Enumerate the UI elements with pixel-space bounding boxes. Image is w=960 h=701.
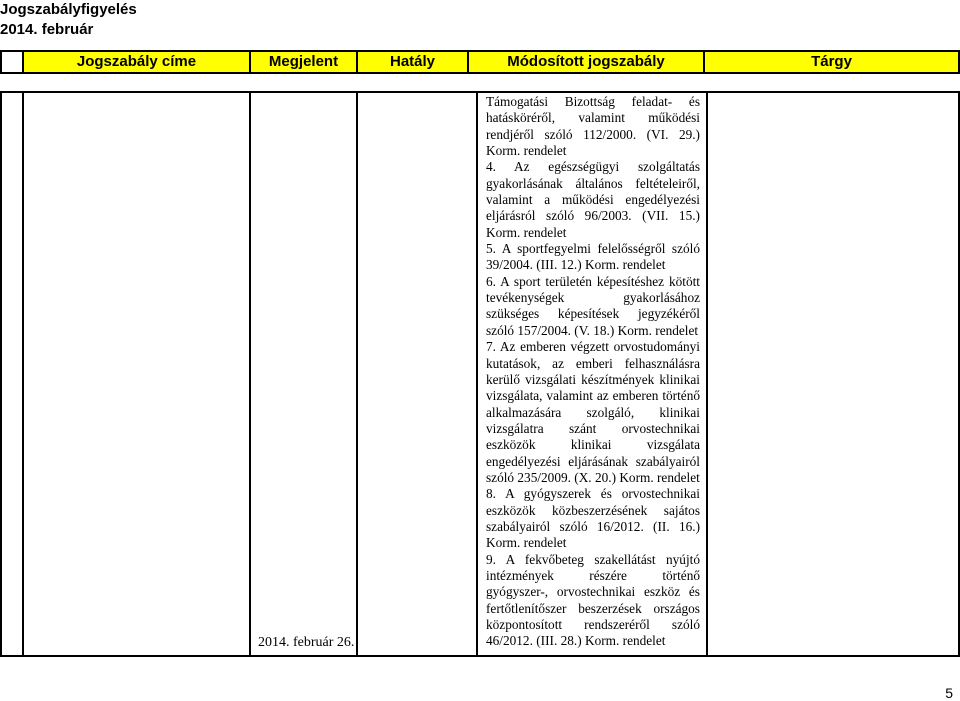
modified-regulation-item: 8. A gyógyszerek és orvostechnikai eszközök közbeszerzésének sajátos szabályairól szóló 16/2012. (II. 16.) Korm. rendelet <box>486 486 700 551</box>
table-divider <box>356 91 358 657</box>
table-divider <box>706 91 708 657</box>
modified-regulation-item: 7. Az emberen végzett orvostudományi kutatások, az emberi felhasználásra kerülő vizsgálati készítmények klinikai vizsgálata, valamint az emberen történő alkalmazására szolgáló, klinikai vizsgálatra szánt orvostechnikai eszközök klinikai vizsgálata engedélyezési eljárásának szabályairól szóló 235/2009. (X. 20.) Korm. rendelet <box>486 339 700 485</box>
document-title: Jogszabályfigyelés <box>0 1 137 18</box>
table-border-left <box>0 91 2 657</box>
table-divider <box>476 91 478 657</box>
modified-regulation-item: 9. A fekvőbeteg szakellátást nyújtó intézmények részére történő gyógyszer-, orvostechnikai eszköz és fertőtlenítőszer beszerzések országos központosított rendszeréről szóló 46/2012. (III. 28.) Korm. rendelet <box>486 551 700 649</box>
modified-regulation-item: 4. Az egészségügyi szolgáltatás gyakorlásának általános feltételeiről, valamint a működési engedélyezési eljárásról szóló 96/2003. (VII. 15.) Korm. rendelet <box>486 159 700 240</box>
modified-regulation-item: 5. A sportfegyelmi felelősségről szóló 39/2004. (III. 12.) Korm. rendelet <box>486 241 700 273</box>
document-period: 2014. február <box>0 21 94 38</box>
column-header-row <box>0 50 960 74</box>
column-header-published: Megjelent <box>249 52 356 72</box>
page-number: 5 <box>945 685 953 701</box>
modified-regulations-cell <box>486 94 700 650</box>
modified-regulation-item: 6. A sport területén képesítéshez kötött tevékenységek gyakorlásához szükséges képesítések jegyzékéről szóló 157/2004. (V. 18.) Korm. rendelet <box>486 273 700 338</box>
effective-date-cell: 2014. február 26. <box>258 635 355 650</box>
table-divider <box>249 91 251 657</box>
modified-regulation-item: Támogatási Bizottság feladat- és hatásköréről, valamint működési rendjéről szóló 112/2000. (VI. 29.) Korm. rendelet <box>486 94 700 159</box>
document-table <box>0 91 960 657</box>
column-header-modified: Módosított jogszabály <box>467 52 703 72</box>
table-divider <box>22 91 24 657</box>
column-header-subject: Tárgy <box>703 52 960 72</box>
header-stub-cell <box>0 52 22 72</box>
column-header-title: Jogszabály címe <box>22 52 249 72</box>
column-header-effective: Hatály <box>356 52 467 72</box>
